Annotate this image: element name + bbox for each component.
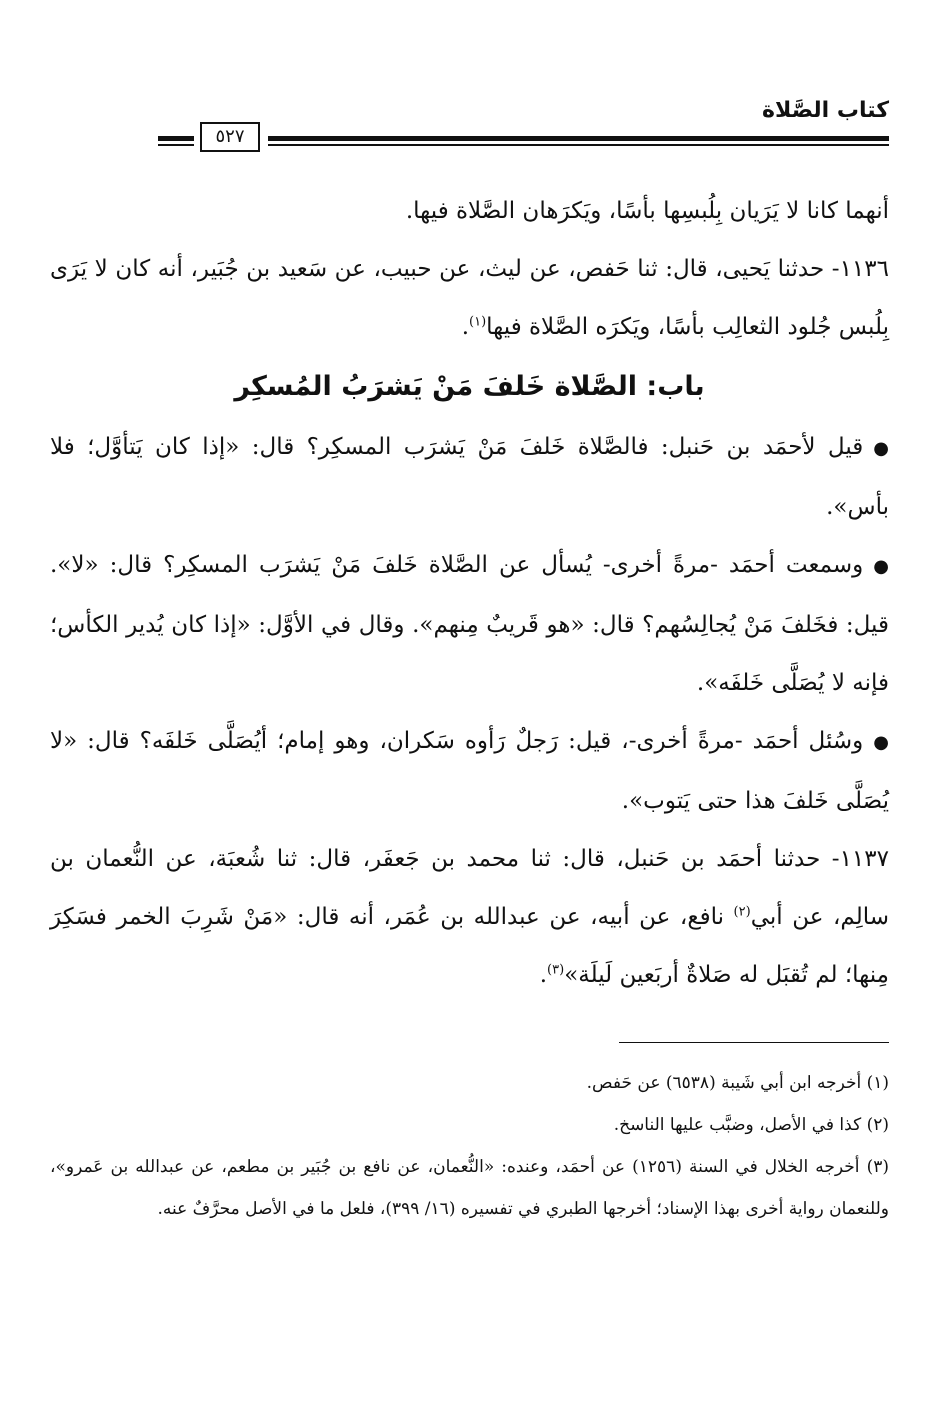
footnote-1: (١) أخرجه ابن أبي شَيبة (٦٥٣٨) عن حَفص. bbox=[586, 1073, 889, 1093]
footnote-3: (٣) أخرجه الخلال في السنة (١٢٥٦) عن أحمَد، وعنده: «النُّعمان، عن نافع بن جُبَير بن مطعم، عن عبدالله بن عَمرو»، وللنعمان رواية أخرى بهذا الإسناد؛ أخرجها الطبري في تفسيره (١٦/ ٣٩٩)، فلعل ما في الأصل محرَّفٌ عنه. bbox=[50, 1157, 889, 1219]
bullet-icon: ● bbox=[873, 556, 889, 577]
paragraph-1: أنهما كانا لا يَرَيان بِلُبسِها بأسًا، ويَكرَهان الصَّلاة فيها. bbox=[405, 198, 889, 224]
paragraph-hadith-1137 bbox=[50, 830, 889, 1004]
header-rule-left-thick bbox=[158, 136, 194, 141]
footnotes bbox=[50, 1062, 889, 1230]
footnote-ref-1: (١) bbox=[469, 314, 487, 330]
paragraph-bullet-2 bbox=[50, 536, 889, 712]
hadith-1137-text-a: ١١٣٧- حدثنا أحمَد بن حَنبل، قال: ثنا محمد بن جَعفَر، قال: ثنا شُعبَة، عن النُّعمان بن سالِم، عن أبي bbox=[50, 846, 890, 930]
paragraph-bullet-1 bbox=[50, 418, 889, 536]
bullet-1-text: قيل لأحمَد بن حَنبل: فالصَّلاة خَلفَ مَنْ يَشرَب المسكِر؟ قال: «إذا كان يَتأوَّل؛ فلا بأس». bbox=[50, 434, 889, 520]
hadith-1137-text-b: نافع، عن أبيه، عن عبدالله بن عُمَر، أنه قال: «مَنْ شَرِبَ الخمر فسَكِرَ مِنها؛ لم تُقبَل له صَلاةٌ أربَعين لَيلَة» bbox=[50, 904, 889, 988]
header-rule-left-thin bbox=[158, 144, 194, 146]
bullet-icon: ● bbox=[873, 732, 889, 753]
chapter-heading: باب: الصَّلاة خَلفَ مَنْ يَشرَبُ المُسكِر bbox=[234, 371, 705, 402]
running-header-title: كتاب الصَّلاة bbox=[762, 98, 889, 123]
footnote-ref-2: (٢) bbox=[733, 904, 751, 920]
header-rule-thick bbox=[268, 136, 889, 141]
footnote-separator bbox=[619, 1042, 889, 1043]
footnote-2: (٢) كذا في الأصل، وضبَّب عليها الناسخ. bbox=[613, 1115, 889, 1135]
main-text bbox=[50, 182, 889, 1004]
paragraph-hadith-1136 bbox=[50, 240, 889, 356]
header-rule-thin bbox=[268, 144, 889, 146]
footnote-ref-3: (٣) bbox=[547, 962, 565, 978]
page-number-box: ٥٢٧ bbox=[200, 122, 260, 152]
hadith-1136-text: ١١٣٦- حدثنا يَحيى، قال: ثنا حَفص، عن ليث، عن حبيب، عن سَعيد بن جُبَير، أنه كان لا يَرَى بِلُبس جُلود الثعالِب بأسًا، ويَكرَه الصَّلاة فيها bbox=[50, 256, 889, 340]
bullet-icon: ● bbox=[873, 438, 889, 459]
bullet-2-text: وسمعت أحمَد -مرةً أخرى- يُسأل عن الصَّلاة خَلفَ مَنْ يَشرَب المسكِر؟ قال: «لا». قيل: فخَلفَ مَنْ يُجالِسُهم؟ قال: «هو قَريبٌ مِنهم». وقال في الأوَّل: «إذا كان يُدير الكأس؛ فإنه لا يُصَلَّى خَلفَه». bbox=[50, 552, 889, 696]
bullet-3-text: وسُئل أحمَد -مرةً أخرى-، قيل: رَجلٌ رَأوه سَكران، وهو إمام؛ أيُصَلَّى خَلفَه؟ قال: «لا يُصَلَّى خَلفَ هذا حتى يَتوب». bbox=[50, 728, 889, 814]
hadith-1136-end: . bbox=[461, 314, 469, 340]
paragraph-bullet-3 bbox=[50, 712, 889, 830]
hadith-1137-end: . bbox=[539, 962, 548, 988]
header-rule bbox=[158, 136, 889, 150]
